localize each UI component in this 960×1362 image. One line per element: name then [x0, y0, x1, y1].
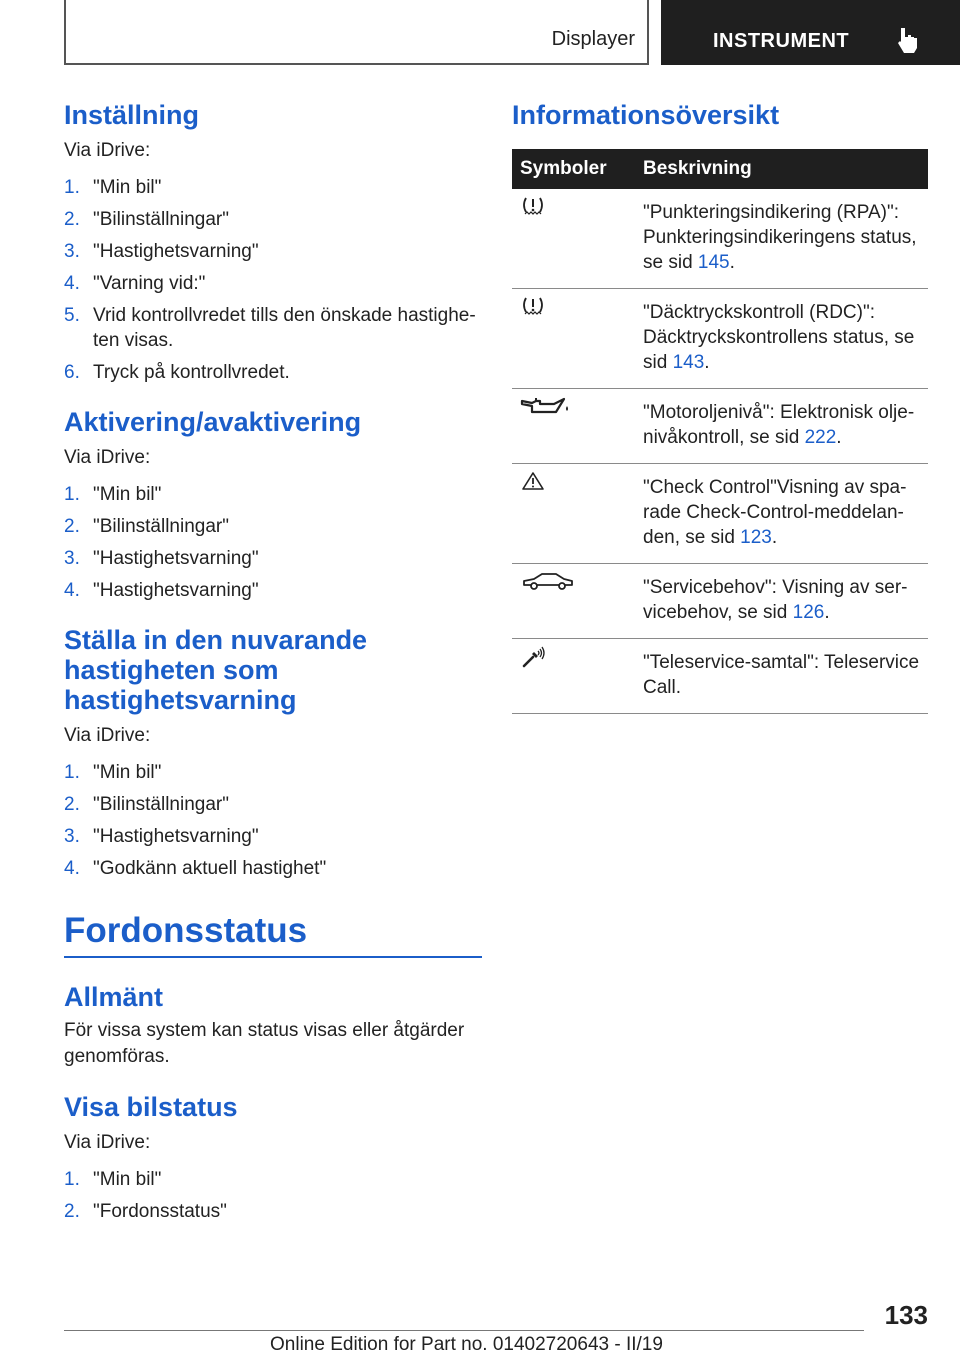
via-idrive-label: Via iDrive:: [64, 1132, 151, 1153]
heading-installning: Inställning: [64, 100, 199, 130]
footer-divider: [64, 1330, 864, 1331]
list-item: 1. "Min bil": [64, 177, 162, 198]
hand-pointer-icon: [895, 26, 921, 54]
list-item: 1. "Min bil": [64, 1169, 162, 1190]
header-section-tab: [64, 0, 649, 65]
steps-stalla-in: [64, 760, 482, 881]
col-header-beskrivning: Beskrivning: [643, 149, 928, 189]
heading-stalla-in: Ställa in den nuvarande hastigheten som hastighetsvarning: [64, 625, 368, 715]
list-item: 1. "Min bil": [64, 484, 162, 505]
list-item: 2. "Bilinställningar": [64, 794, 229, 815]
list-item: 3. "Hastighetsvarning": [64, 826, 259, 847]
table-cell-description: "Punkteringsindikering (RPA)": Punkteringsindikeringens status, se sid 145.: [643, 189, 928, 289]
via-idrive-label: Via iDrive:: [64, 447, 151, 468]
symbol-table: [512, 149, 928, 714]
wrench-signal-icon: [520, 645, 550, 669]
steps-aktivering: [64, 482, 482, 603]
via-idrive-label: Via iDrive:: [64, 140, 151, 161]
table-row: [512, 189, 928, 289]
heading-allmant: Allmänt: [64, 982, 164, 1012]
table-row: [512, 289, 928, 389]
col-header-symboler: Symboler: [512, 149, 643, 189]
steps-visa-bilstatus: [64, 1167, 482, 1224]
oil-can-icon: [520, 395, 570, 417]
table-row: [512, 389, 928, 464]
footer-edition: Online Edition for Part no. 01402720643 - II/19: [270, 1334, 663, 1355]
table-header-row: [512, 149, 928, 189]
heading-informationsoversikt: Informationsöversikt: [512, 100, 780, 130]
section-title: Displayer: [551, 28, 635, 50]
tire-pressure-warning-icon: [520, 195, 546, 217]
table-cell-description: "Check Control"Visning av sparade Check-Control-meddelanden, se sid 123.: [643, 464, 928, 564]
list-item: 2. "Bilinställningar": [64, 516, 229, 537]
table-cell-description: "Servicebehov": Visning av servicebehov, se sid 126.: [643, 564, 928, 639]
table-row: [512, 564, 928, 639]
steps-installning: [64, 175, 482, 385]
list-item: 4. "Hastighetsvarning": [64, 580, 259, 601]
tire-pressure-warning-icon: [520, 295, 546, 317]
page-link[interactable]: 126: [792, 602, 825, 623]
table-cell-description: "Motoroljenivå": Elektronisk oljenivåkontroll, se sid 222.: [643, 389, 928, 464]
car-service-icon: [520, 570, 576, 592]
table-cell-description: "Däcktryckskontroll (RDC)": Däcktryckskontrollens status, se sid 143.: [643, 289, 928, 389]
heading-visa-bilstatus: Visa bilstatus: [64, 1092, 238, 1122]
left-column: [64, 100, 482, 1231]
via-idrive-label: Via iDrive:: [64, 725, 151, 746]
heading-aktivering: Aktivering/avaktivering: [64, 407, 362, 437]
warning-triangle-icon: [520, 470, 546, 492]
list-item: 3. "Hastighetsvarning": [64, 548, 259, 569]
table-cell-description: "Teleservice-samtal": Teleservice Call.: [643, 639, 928, 714]
page-link[interactable]: 123: [740, 527, 772, 548]
page-number: 133: [884, 1300, 928, 1330]
list-item: 5. Vrid kontrollvredet tills den önskade hastigheten visas.: [64, 305, 476, 351]
list-item: 1. "Min bil": [64, 762, 162, 783]
heading-fordonsstatus: Fordonsstatus: [64, 911, 482, 958]
list-item: 2. "Fordonsstatus": [64, 1201, 227, 1222]
page-link[interactable]: 145: [697, 252, 730, 273]
list-item: 4. "Godkänn aktuell hastighet": [64, 858, 327, 879]
list-item: 2. "Bilinställningar": [64, 209, 229, 230]
list-item: 3. "Hastighetsvarning": [64, 241, 259, 262]
page-link[interactable]: 222: [804, 427, 837, 448]
chapter-title: INSTRUMENT: [713, 30, 850, 52]
list-item: 6. Tryck på kontrollvredet.: [64, 362, 290, 383]
paragraph-allmant: För vissa system kan status visas eller åtgärder genomföras.: [64, 1020, 465, 1067]
table-row: [512, 464, 928, 564]
right-column: [512, 100, 928, 714]
header-chapter-tab: [661, 0, 960, 65]
table-row: [512, 639, 928, 714]
page-link[interactable]: 143: [672, 352, 705, 373]
list-item: 4. "Varning vid:": [64, 273, 206, 294]
